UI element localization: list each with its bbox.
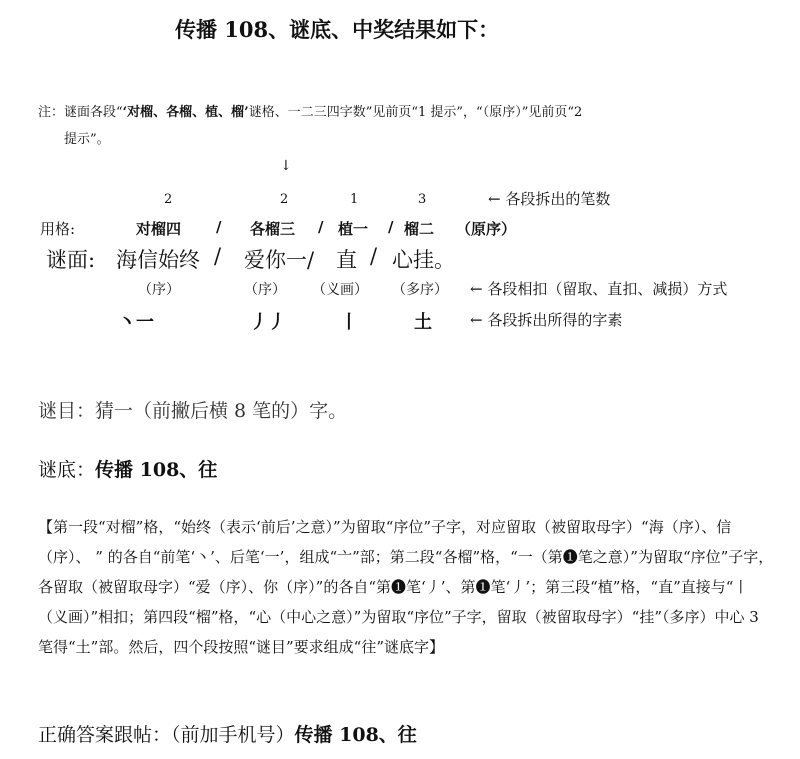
- note-bold-formats: ‘对榴、各榴、植、榴’: [122, 105, 249, 120]
- explanation-paragraph: 【第一段“对榴”格，“始终（表示‘前后’之意）”为留取“序位”子字，对应留取（被留取母字）“海（序）、信（序）、 ” 的各自“前笔‘丶’、后笔‘一’，组成“亠”部；第二段“各榴”格，“一（第❶笔之意）”为留取“序位”子字，各留取（被留取母字）“爱（序）、你（序）”的各自“第❶笔‘丿’、第❶笔‘丿’；第三段“植”格，“直”直接与“丨（义画）”相扣；第四段“榴”格，“心（中心之意）”为留取“序位”子字，留取（被留取母字）“挂”（多序）中心 3 笔得“土”部。然后，四个段按照“谜目”要求组成“往”谜底字】: [38, 518, 774, 656]
- glyph-element-label: ← 各段拆出所得的字素: [470, 311, 623, 329]
- riddle-face-segment: 心挂。: [392, 248, 455, 272]
- riddle-face-separator: /: [370, 244, 378, 268]
- glyph-element: 丶一: [118, 312, 154, 333]
- usage-segment: 植一: [338, 220, 369, 238]
- note-text-a: 注：谜面各段“: [38, 105, 123, 120]
- down-arrow-icon: ↓: [280, 158, 292, 174]
- riddle-face-segment: 直: [336, 248, 357, 272]
- note-text-b: 谜格、一二三四字数”见前页“1 提示”，“（原序）”见前页“2: [248, 105, 583, 120]
- method-item: （序）: [138, 282, 180, 298]
- stroke-number: 1: [350, 192, 359, 207]
- correct-answer-prefix: 正确答案跟帖：（前加手机号）: [38, 724, 295, 746]
- usage-separator: /: [318, 218, 324, 236]
- glyph-element: 土: [414, 312, 432, 333]
- method-item: （义画）: [312, 282, 368, 298]
- glyph-element: 丿丿: [250, 312, 286, 333]
- note-paragraph: [38, 98, 778, 128]
- correct-answer-value: 传播 108、往: [294, 724, 417, 746]
- stroke-number: 2: [164, 192, 173, 207]
- riddle-face-segment: 爱你一/: [244, 248, 315, 272]
- method-item: （序）: [244, 282, 286, 298]
- usage-segment: 对榴四: [136, 220, 182, 238]
- method-label: ← 各段相扣（留取、直扣、减损）方式: [470, 280, 728, 298]
- riddle-answer: [38, 455, 217, 482]
- stroke-number: 2: [280, 192, 289, 207]
- stroke-count-label: ← 各段拆出的笔数: [488, 190, 611, 208]
- usage-separator: /: [388, 218, 394, 236]
- note-line2: 提示”。: [64, 132, 110, 147]
- method-item: （多序）: [392, 282, 448, 298]
- correct-answer-line: [38, 720, 417, 747]
- stroke-number: 3: [418, 192, 427, 207]
- riddle-face-separator: /: [214, 244, 222, 268]
- riddle-face-label: 谜面:: [46, 248, 96, 272]
- usage-segment: 各榴三: [250, 220, 296, 238]
- usage-label: 用格:: [40, 220, 76, 238]
- usage-separator: /: [216, 218, 222, 236]
- usage-segment: 榴二: [404, 220, 435, 238]
- glyph-element: 丨: [340, 312, 358, 333]
- page-title: 传播 108、谜底、中奖结果如下：: [175, 17, 500, 42]
- usage-segment: （原序）: [456, 220, 517, 238]
- riddle-answer-value: 传播 108、往: [95, 459, 218, 481]
- riddle-answer-label: 谜底：: [38, 459, 96, 481]
- riddle-face-segment: 海信始终: [116, 248, 200, 272]
- riddle-target: 谜目：猜一（前撇后横 8 笔的）字。: [38, 400, 348, 422]
